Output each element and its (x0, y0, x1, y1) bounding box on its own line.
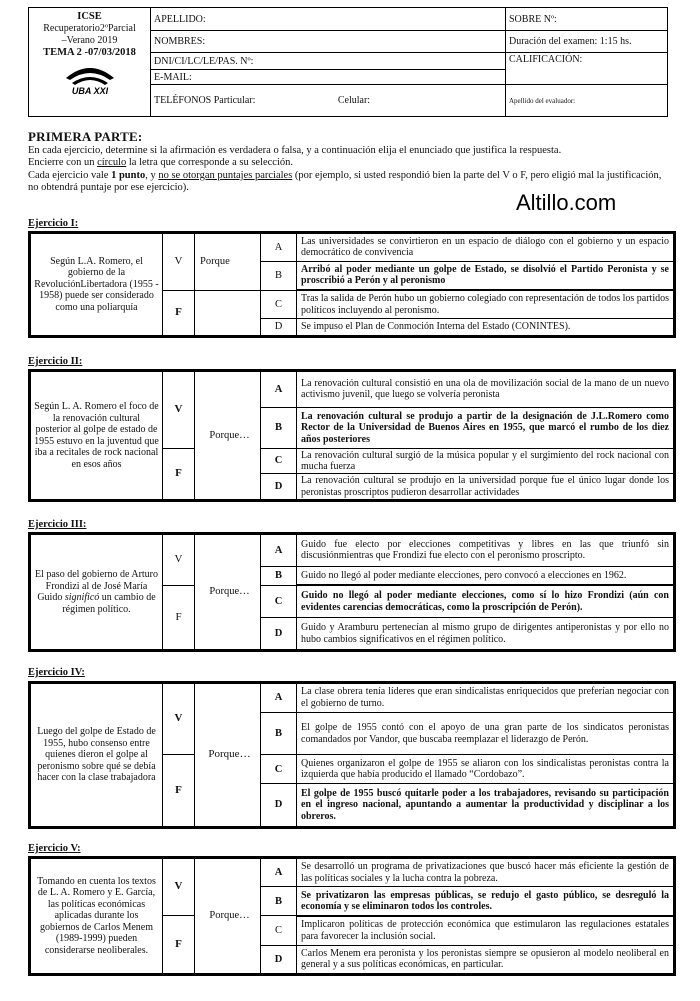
exercise-1-option-a: Las universidades se convirtieron en un espacio de diálogo con el gobierno y un espacio democrático de convivencia (297, 234, 674, 262)
exercise-1-letter-b[interactable]: B (261, 261, 297, 290)
tema-label: TEMA 2 -07/03/2018 (43, 47, 136, 58)
exercise-5-porque: Porque… (195, 859, 261, 974)
institution: ICSE (77, 11, 102, 22)
exercise-2-letter-c[interactable]: C (261, 448, 297, 474)
exercise-1-f[interactable]: F (163, 290, 195, 335)
exercise-1 (28, 231, 676, 338)
exercise-4-option-a: La clase obrera tenía líderes que eran sindicalistas enriquecidos que preferían negociar con el gobierno de turno. (297, 684, 674, 713)
exercise-3-option-b: Guido no llegó al poder mediante elecciones, pero convocó a elecciones en 1962. (297, 566, 674, 585)
exercise-3-statement: El paso del gobierno de Arturo Frondizi al de José María Guido significó un cambio de régimen político. (31, 535, 163, 650)
exercise-5-statement: Tomando en cuenta los textos de L. A. Romero y E. García, las políticas económicas aplicadas durante los gobiernos de Carlos Menem (1989-1999) pueden considerarse neoliberales. (31, 859, 163, 974)
exercise-4-f[interactable]: F (163, 755, 195, 827)
exercise-3-option-c: Guido no llegó al poder mediante elecciones, como sí lo hizo Frondizi (aún con evidentes carencias democráticas, como la proscripción de Perón). (297, 585, 674, 617)
section-title: PRIMERA PARTE: (28, 129, 143, 144)
watermark: Altillo.com (516, 190, 617, 215)
exercise-1-letter-c[interactable]: C (261, 290, 297, 319)
exercise-5-f[interactable]: F (163, 916, 195, 974)
exercise-2-statement: Según L. A. Romero el foco de la renovación cultural posterior al golpe de estado de 1955 estuvo en la juventud que iba a recitales de rock nacional en esos años (31, 372, 163, 500)
duracion-label: Duración del examen: 1:15 hs. (506, 31, 668, 53)
exercise-5-letter-c[interactable]: C (261, 916, 297, 945)
sobre-field[interactable]: SOBRE Nº: (506, 8, 668, 31)
exercise-5-v[interactable]: V (163, 859, 195, 916)
exam-header (28, 7, 668, 117)
celular-label: Celular: (337, 95, 371, 106)
exercise-1-porque: Porque (195, 234, 261, 291)
exercise-3-letter-b[interactable]: B (261, 566, 297, 585)
exercise-4-option-b: El golpe de 1955 contó con el apoyo de una gran parte de los sindicatos peronistas comandados por Vandor, que buscaba reemplazar el liderazgo de Perón. (297, 712, 674, 755)
exercise-3-option-a: Guido fue electo por elecciones competitivas y libres en las que triunfó sin discusiónmientras que Frondizi fue electo con el peronismo proscripto. (297, 535, 674, 567)
instruction-2: Encierre con un círculo la letra que corresponde a su selección. (28, 157, 294, 169)
instruction-3: Cada ejercicio vale 1 punto, y no se otorgan puntajes parciales (por ejemplo, si usted respondió bien la parte del V o F, pero eligió mal la justificación, no obtendrá puntaje por ese ejercicio). (28, 169, 662, 194)
exercise-2-letter-b[interactable]: B (261, 407, 297, 448)
exercise-4-option-d: El golpe de 1955 buscó quitarle poder a los trabajadores, revisando su participación en el ingreso nacional, apuntando a aumentar la productividad y disciplinar a los obreros. (297, 784, 674, 827)
exercise-1-option-c: Tras la salida de Perón hubo un gobierno colegiado con representación de todos los partidos políticos incluyendo al peronismo. (297, 290, 674, 319)
instructions (28, 131, 672, 195)
exercise-4-letter-c[interactable]: C (261, 755, 297, 784)
logo-text: UBA XXI (71, 86, 108, 96)
exercise-4-option-c: Quienes organizaron el golpe de 1955 se aliaron con los sindicalistas peronistas contra la izquierda que había producido el llamado “Cordobazo”. (297, 755, 674, 784)
exercise-2-letter-d[interactable]: D (261, 474, 297, 500)
exercise-1-letter-d[interactable]: D (261, 319, 297, 336)
exercise-5-option-d: Carlos Menem era peronista y los peronistas siempre se opusieron al modelo neoliberal en general y a sus políticas económicas, en particular. (297, 945, 674, 973)
exercise-2-v[interactable]: V (163, 372, 195, 449)
exercise-5-title: Ejercicio V: (28, 843, 81, 854)
exercise-5-letter-d[interactable]: D (261, 945, 297, 973)
exercise-2-letter-a[interactable]: A (261, 372, 297, 408)
exercise-2 (28, 369, 676, 502)
exercise-4-porque: Porque… (195, 684, 261, 827)
telefonos-label: TELÉFONOS Particular: (154, 95, 256, 106)
exercise-5-option-c: Implicaron políticas de protección económica que estimularon las regulaciones estatales para favorecer la inclusión social. (297, 916, 674, 945)
uba-xxi-logo (60, 62, 120, 96)
exercise-2-option-c: La renovación cultural surgió de la música popular y el surgimiento del rock nacional con mucha fuerza (297, 448, 674, 474)
nombres-field[interactable]: NOMBRES: (151, 31, 506, 53)
exercise-5 (28, 856, 676, 976)
exam-line-1: Recuperatorio2ºParcial (43, 23, 136, 34)
exercise-3-letter-a[interactable]: A (261, 535, 297, 567)
exercise-3-v[interactable]: V (163, 535, 195, 586)
exercise-4-letter-d[interactable]: D (261, 784, 297, 827)
exercise-2-f[interactable]: F (163, 448, 195, 499)
header-institution-cell (29, 8, 151, 117)
exercise-3 (28, 532, 676, 652)
exercise-3-f[interactable]: F (163, 585, 195, 649)
telefonos-field[interactable] (151, 85, 506, 117)
exercise-5-letter-a[interactable]: A (261, 859, 297, 887)
exercise-1-option-d: Se impuso el Plan de Conmoción Interna del Estado (CONINTES). (297, 319, 674, 336)
exercise-5-letter-b[interactable]: B (261, 887, 297, 916)
exercise-2-option-b: La renovación cultural se produjo a partir de la designación de J.L.Romero como Rector de la Universidad de Buenos Aires en 1955, que marcó el rumbo de los diez años posteriores (297, 407, 674, 448)
exercise-4-v[interactable]: V (163, 684, 195, 755)
exercise-4-letter-a[interactable]: A (261, 684, 297, 713)
exam-line-2: –Verano 2019 (61, 35, 118, 46)
apellido-field[interactable]: APELLIDO: (151, 8, 506, 31)
exercise-5-option-b: Se privatizaron las empresas públicas, se redujo el gasto público, se desreguló la economía y se eliminaron todos los controles. (297, 887, 674, 916)
exercise-2-option-a: La renovación cultural consistió en una ola de movilización social de la mano de un nuevo activismo juvenil, que luego se volvería peronista (297, 372, 674, 408)
exercise-2-title: Ejercicio II: (28, 356, 83, 367)
exercise-3-letter-c[interactable]: C (261, 585, 297, 617)
exercise-1-title: Ejercicio I: (28, 218, 79, 229)
exercise-1-v[interactable]: V (163, 234, 195, 291)
exercise-5-option-a: Se desarrolló un programa de privatizaciones que buscó hacer más eficiente la gestión de las políticas sociales y la lucha contra la pobreza. (297, 859, 674, 887)
exercise-1-option-b: Arribó al poder mediante un golpe de Estado, se disolvió el Partido Peronista y se proscribió a Perón y al peronismo (297, 261, 674, 290)
exercise-4-title: Ejercicio IV: (28, 667, 85, 678)
email-field[interactable]: E-MAIL: (151, 70, 506, 85)
exercise-4-statement: Luego del golpe de Estado de 1955, hubo consenso entre quienes dieron el golpe al peronismo sobre qué se debía hacer con la clase trabajadora (31, 684, 163, 827)
evaluador-field[interactable]: Apellido del evaluador: (506, 85, 668, 117)
exercise-2-porque: Porque… (195, 372, 261, 500)
exercise-2-option-d: La renovación cultural se produjo en la universidad porque fue el único lugar donde los peronistas proscriptos pudieron desarrollar actividades (297, 474, 674, 500)
exercise-3-porque: Porque… (195, 535, 261, 650)
exercise-1-porque-empty (195, 290, 261, 335)
exercise-4 (28, 681, 676, 829)
exercise-1-statement: Según L.A. Romero, el gobierno de la RevoluciónLibertadora (1955 - 1958) puede ser considerado como una poliarquía (31, 234, 163, 336)
calificacion-field[interactable]: CALIFICACIÓN: (506, 53, 668, 85)
exercise-4-letter-b[interactable]: B (261, 712, 297, 755)
exercise-3-option-d: Guido y Aramburu pertenecían al mismo grupo de dirigentes antiperonistas y por ello no hubo cambios significativos en el régimen político. (297, 618, 674, 650)
dni-field[interactable]: DNI/CI/LC/LE/PAS. Nº: (151, 53, 506, 70)
exercise-1-letter-a[interactable]: A (261, 234, 297, 262)
exercise-3-title: Ejercicio III: (28, 519, 87, 530)
exercise-3-letter-d[interactable]: D (261, 618, 297, 650)
instruction-1: En cada ejercicio, determine si la afirmación es verdadera o falsa, y a continuación elija el enunciado que justifica la respuesta. (28, 144, 562, 156)
